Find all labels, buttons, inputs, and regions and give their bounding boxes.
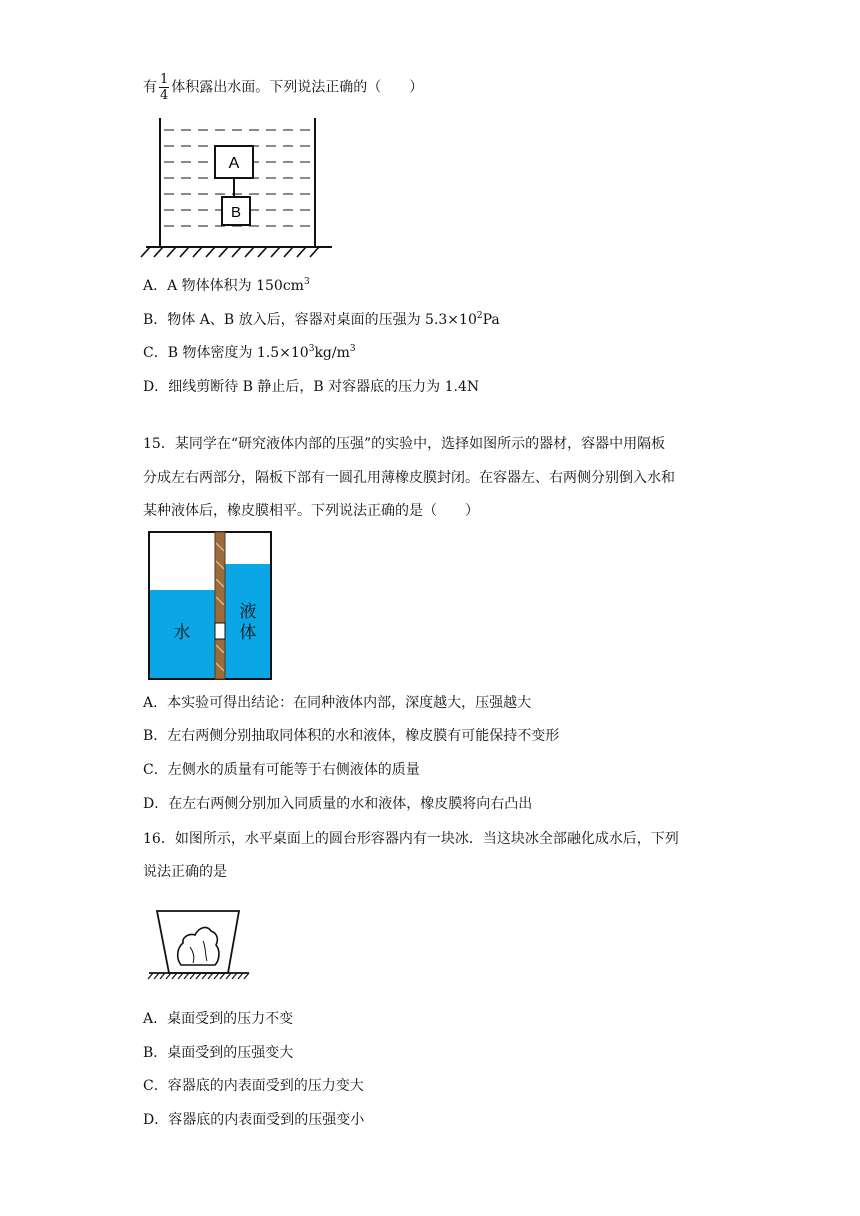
hatch-stroke (196, 973, 201, 979)
hatch-stroke (190, 973, 195, 979)
divider-plate (215, 532, 225, 679)
hatch-stroke (206, 247, 215, 257)
q15-option-c: C．左侧水的质量有可能等于右侧液体的质量 (143, 762, 420, 778)
hatch-stroke (154, 973, 159, 979)
hatch-stroke (154, 247, 163, 257)
hatch-stroke (160, 973, 165, 979)
q14-option-a (143, 276, 310, 296)
q16-option-c: C．容器底的内表面受到的压力变大 (143, 1078, 364, 1094)
hatch-stroke (226, 973, 231, 979)
q14-fraction-numerator: 1 (160, 72, 169, 87)
hatch-stroke (232, 247, 241, 257)
q15-stem-line-3: 某种液体后，橡皮膜相平。下列说法正确的是（ ） (143, 503, 479, 519)
q14-option-d-text: D．细线剪断待 B 静止后，B 对容器底的压力为 1.4N (143, 379, 480, 395)
q15-figure (148, 531, 274, 681)
q14-option-c-unit-sup: 3 (349, 344, 356, 354)
hatch-stroke (219, 247, 228, 257)
hatch-stroke (208, 973, 213, 979)
hatch-stroke (297, 247, 306, 257)
q15-option-b: B．左右两侧分别抽取同体积的水和液体，橡皮膜有可能保持不变形 (143, 728, 560, 744)
hatch-stroke (178, 973, 183, 979)
q16-option-b: B．桌面受到的压强变大 (143, 1045, 294, 1061)
q14-intro-prefix: 有 (143, 79, 157, 96)
q14-option-b-unit: Pa (482, 312, 500, 328)
hatch-stroke (202, 973, 207, 979)
liquid-label-2: 体 (239, 623, 257, 643)
q14-option-a-sup: 3 (303, 277, 310, 287)
q14-option-a-text: A．A 物体体积为 150cm (143, 278, 304, 294)
block-b-label: B (230, 204, 242, 221)
q15-option-a: A．本实验可得出结论：在同种液体内部，深度越大，压强越大 (143, 695, 532, 711)
q16-figure (145, 907, 255, 982)
q14-figure (140, 110, 340, 260)
hatch-stroke (148, 973, 153, 979)
hatch-stroke (141, 247, 150, 257)
rubber-membrane-hole (215, 623, 225, 639)
q14-option-b-text: B．物体 A、B 放入后，容器对桌面的压强为 5.3×10 (143, 312, 477, 328)
hatch-stroke (167, 247, 176, 257)
water-label: 水 (173, 623, 191, 643)
block-a-label: A (228, 155, 240, 172)
hatch-stroke (180, 247, 189, 257)
hatch-stroke (238, 973, 243, 979)
hatch-stroke (258, 247, 267, 257)
q14-intro (143, 72, 423, 103)
hatch-stroke (271, 247, 280, 257)
q14-option-c-sup: 3 (308, 344, 315, 354)
q15-option-d: D．在左右两侧分别加入同质量的水和液体，橡皮膜将向右凸出 (143, 796, 533, 812)
hatch-stroke (284, 247, 293, 257)
hatch-stroke (166, 973, 171, 979)
q16-option-a: A．桌面受到的压力不变 (143, 1011, 294, 1027)
q15-stem-line-2: 分成左右两部分，隔板下部有一圆孔用薄橡皮膜封闭。在容器左、右两侧分别倒入水和 (143, 470, 675, 486)
q14-option-b-sup: 2 (476, 311, 483, 321)
hatch-stroke (245, 247, 254, 257)
liquid-label-1: 液 (239, 602, 257, 622)
q14-option-d (143, 377, 479, 397)
q15-stem-line-1: 15．某同学在“研究液体内部的压强”的实验中，选择如图所示的器材，容器中用隔板 (143, 436, 666, 452)
table-hatching (141, 247, 319, 257)
hatch-stroke (244, 973, 249, 979)
q16-stem-line-2: 说法正确的是 (143, 864, 227, 880)
hatch-stroke (193, 247, 202, 257)
hatch-stroke (214, 973, 219, 979)
q14-intro-suffix: 体积露出水面。下列说法正确的（ ） (171, 79, 424, 96)
ice-block (178, 928, 219, 965)
hatch-stroke (184, 973, 189, 979)
hatch-stroke (310, 247, 319, 257)
hatch-stroke (172, 973, 177, 979)
table-hatching (148, 973, 249, 979)
q14-option-c (143, 343, 356, 363)
q14-option-c-text: C．B 物体密度为 1.5×10 (143, 345, 309, 361)
hatch-stroke (220, 973, 225, 979)
q14-fraction-denominator: 4 (160, 88, 169, 103)
q14-fraction (159, 72, 169, 103)
q16-option-d: D．容器底的内表面受到的压强变小 (143, 1112, 365, 1128)
q16-stem-line-1: 16．如图所示，水平桌面上的圆台形容器内有一块冰．当这块冰全部融化成水后，下列 (143, 831, 679, 847)
hatch-stroke (232, 973, 237, 979)
q14-option-c-unit: kg/m (314, 345, 350, 361)
q14-option-b (143, 310, 500, 330)
